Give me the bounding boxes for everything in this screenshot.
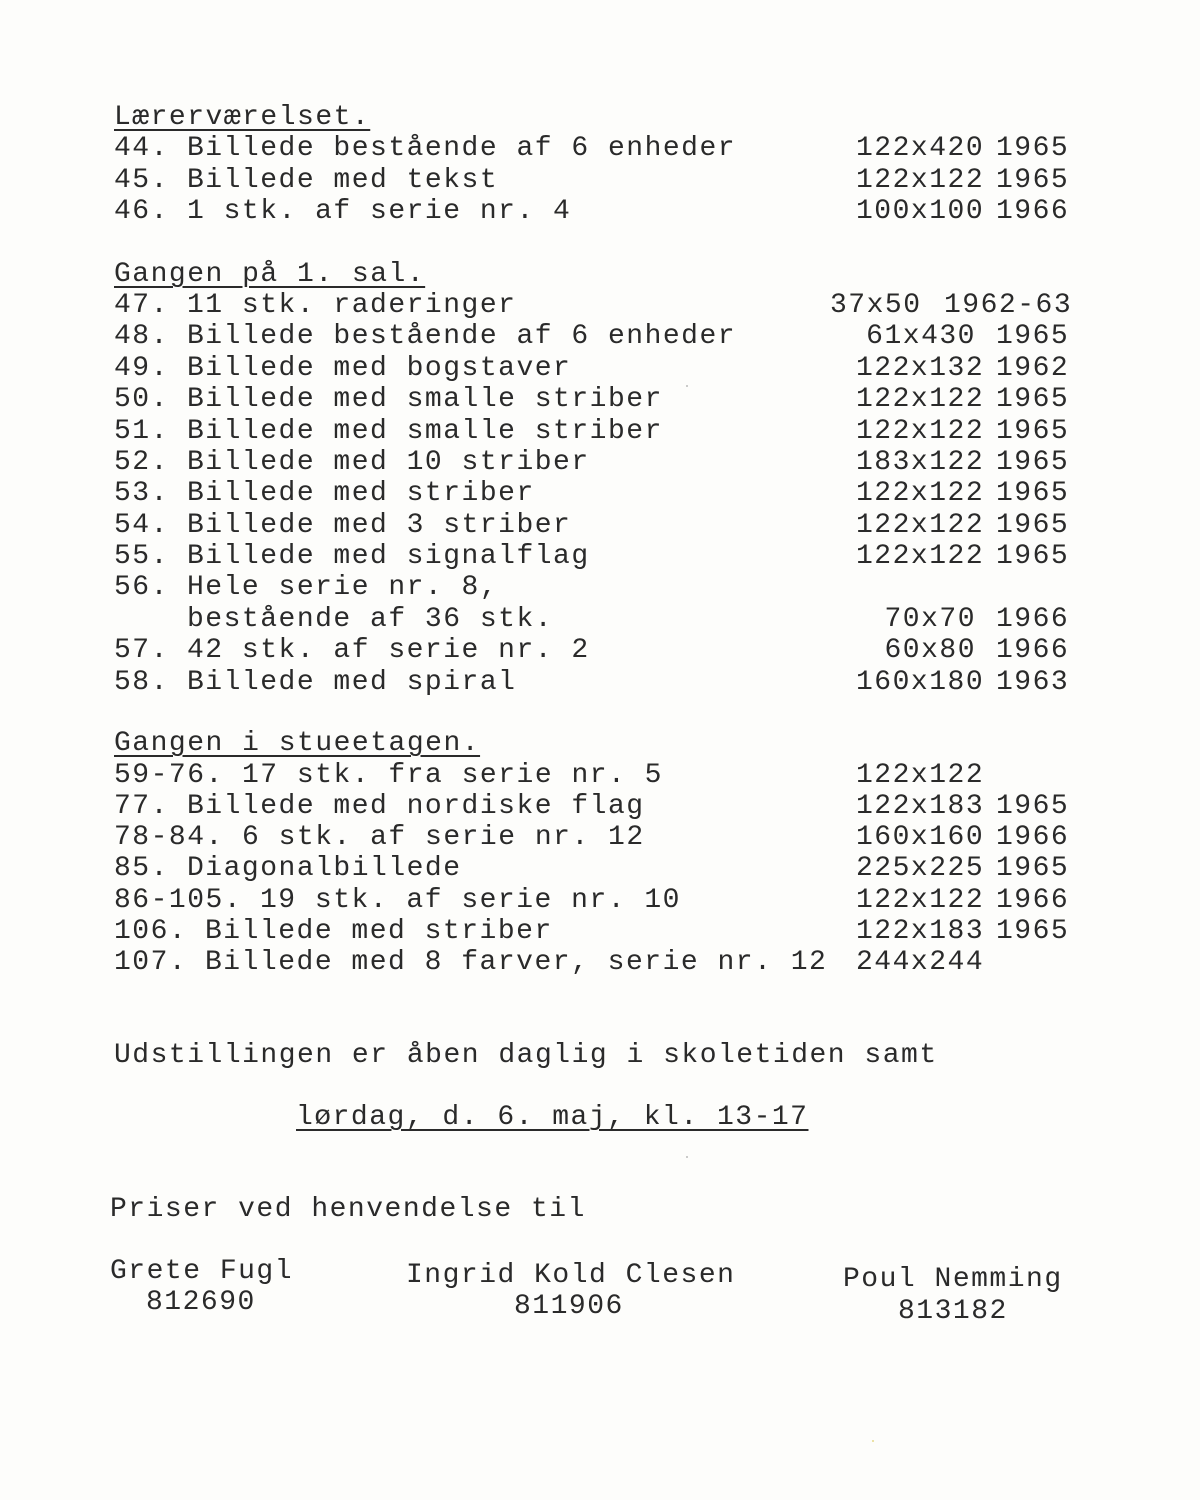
item-dims: 122x122 [856,478,985,509]
item-dims: 122x132 [856,353,985,384]
item-year: 1965 [996,384,1070,415]
item-year: 1965 [996,165,1070,196]
item-label: Hele serie nr. 8, [187,572,499,603]
item-year: 1963 [996,667,1070,698]
item-year: 1965 [996,541,1070,572]
item-label: bestående af 36 stk. [187,604,554,635]
item-label: Billede med smalle striber [187,416,663,447]
item-year: 1965 [996,916,1070,947]
item-number: 86-105. [114,885,243,916]
item-year: 1965 [996,321,1070,352]
item-label: Billede bestående af 6 enheder [187,133,737,164]
item-number: 58. [114,667,169,698]
item-number: 48. [114,321,169,352]
item-label: Billede med bogstaver [187,353,572,384]
item-dims: 122x122 [856,416,985,447]
item-label: Billede med spiral [187,667,517,698]
item-dims: 122x122 [856,541,985,572]
item-number: 59-76. [114,760,224,791]
item-year: 1962-63 [944,290,1073,321]
item-label: 42 stk. af serie nr. 2 [187,635,590,666]
item-dims: 122x122 [856,384,985,415]
item-dims: 160x160 [856,822,985,853]
item-dims: 160x180 [856,667,985,698]
saturday-opening: lørdag, d. 6. maj, kl. 13-17 [296,1102,809,1133]
item-label: Diagonalbillede [187,853,462,884]
item-label: Billede med signalflag [187,541,590,572]
item-number: 57. [114,635,169,666]
item-label: 1 stk. af serie nr. 4 [187,196,572,227]
item-dims: 122x122 [856,165,985,196]
item-year: 1966 [996,196,1070,227]
item-dims: 244x244 [856,947,985,978]
item-year: 1965 [996,133,1070,164]
item-year: 1966 [996,885,1070,916]
item-dims: 100x100 [856,196,985,227]
item-year: 1965 [996,478,1070,509]
section-heading-laerervaerelset: Lærerværelset. [114,102,371,133]
item-year: 1965 [996,416,1070,447]
item-dims: 70x70 [884,604,976,635]
item-number: 50. [114,384,169,415]
item-number: 77. [114,791,169,822]
item-label: 19 stk. af serie nr. 10 [260,885,681,916]
item-number: 45. [114,165,169,196]
item-label: Billede med tekst [187,165,499,196]
contact-phone: 813182 [898,1296,1008,1327]
item-dims: 122x122 [856,760,985,791]
item-year: 1966 [996,822,1070,853]
contact-name: Grete Fugl [110,1256,294,1287]
item-dims: 122x122 [856,510,985,541]
item-dims: 122x420 [856,133,985,164]
item-label: 11 stk. raderinger [187,290,517,321]
item-year: 1962 [996,353,1070,384]
contact-phone: 812690 [146,1287,256,1318]
item-label: Billede med smalle striber [187,384,663,415]
item-number: 52. [114,447,169,478]
paper-speck [872,1440,874,1442]
item-number: 49. [114,353,169,384]
item-number: 85. [114,853,169,884]
item-dims: 122x122 [856,885,985,916]
item-year: 1965 [996,447,1070,478]
item-year: 1965 [996,791,1070,822]
item-label: Billede med nordiske flag [187,791,645,822]
item-label: Billede med 10 striber [187,447,590,478]
prices-text: Priser ved henvendelse til [110,1194,586,1225]
item-number: 47. [114,290,169,321]
item-number: 106. [114,916,188,947]
item-year: 1965 [996,510,1070,541]
item-number: 55. [114,541,169,572]
item-number: 56. [114,572,169,603]
item-label: 17 stk. fra serie nr. 5 [242,760,663,791]
contact-name: Ingrid Kold Clesen [406,1260,736,1291]
contact-phone: 811906 [514,1291,624,1322]
item-label: Billede bestående af 6 enheder [187,321,737,352]
opening-hours-text: Udstillingen er åben daglig i skoletiden samt [114,1040,938,1071]
item-dims: 122x183 [856,791,985,822]
paper-speck [686,385,688,387]
item-number: 44. [114,133,169,164]
contact-name: Poul Nemming [843,1264,1063,1295]
item-label: Billede med 8 farver, serie nr. 12 [205,947,828,978]
item-number: 51. [114,416,169,447]
section-heading-gangen-i-stueetagen: Gangen i stueetagen. [114,728,481,759]
section-heading-gangen-1-sal: Gangen på 1. sal. [114,259,426,290]
item-label: Billede med 3 striber [187,510,572,541]
item-number: 46. [114,196,169,227]
item-number: 107. [114,947,188,978]
item-number: 53. [114,478,169,509]
item-year: 1966 [996,635,1070,666]
item-dims: 37x50 [830,290,922,321]
item-dims: 225x225 [856,853,985,884]
item-dims: 61x430 [866,321,976,352]
item-dims: 122x183 [856,916,985,947]
item-number: 78-84. [114,822,224,853]
paper-speck [686,1156,688,1158]
item-label: Billede med striber [187,478,535,509]
item-year: 1965 [996,853,1070,884]
item-number: 54. [114,510,169,541]
item-dims: 60x80 [884,635,976,666]
item-label: 6 stk. af serie nr. 12 [242,822,645,853]
item-year: 1966 [996,604,1070,635]
item-dims: 183x122 [856,447,985,478]
item-label: Billede med striber [205,916,553,947]
